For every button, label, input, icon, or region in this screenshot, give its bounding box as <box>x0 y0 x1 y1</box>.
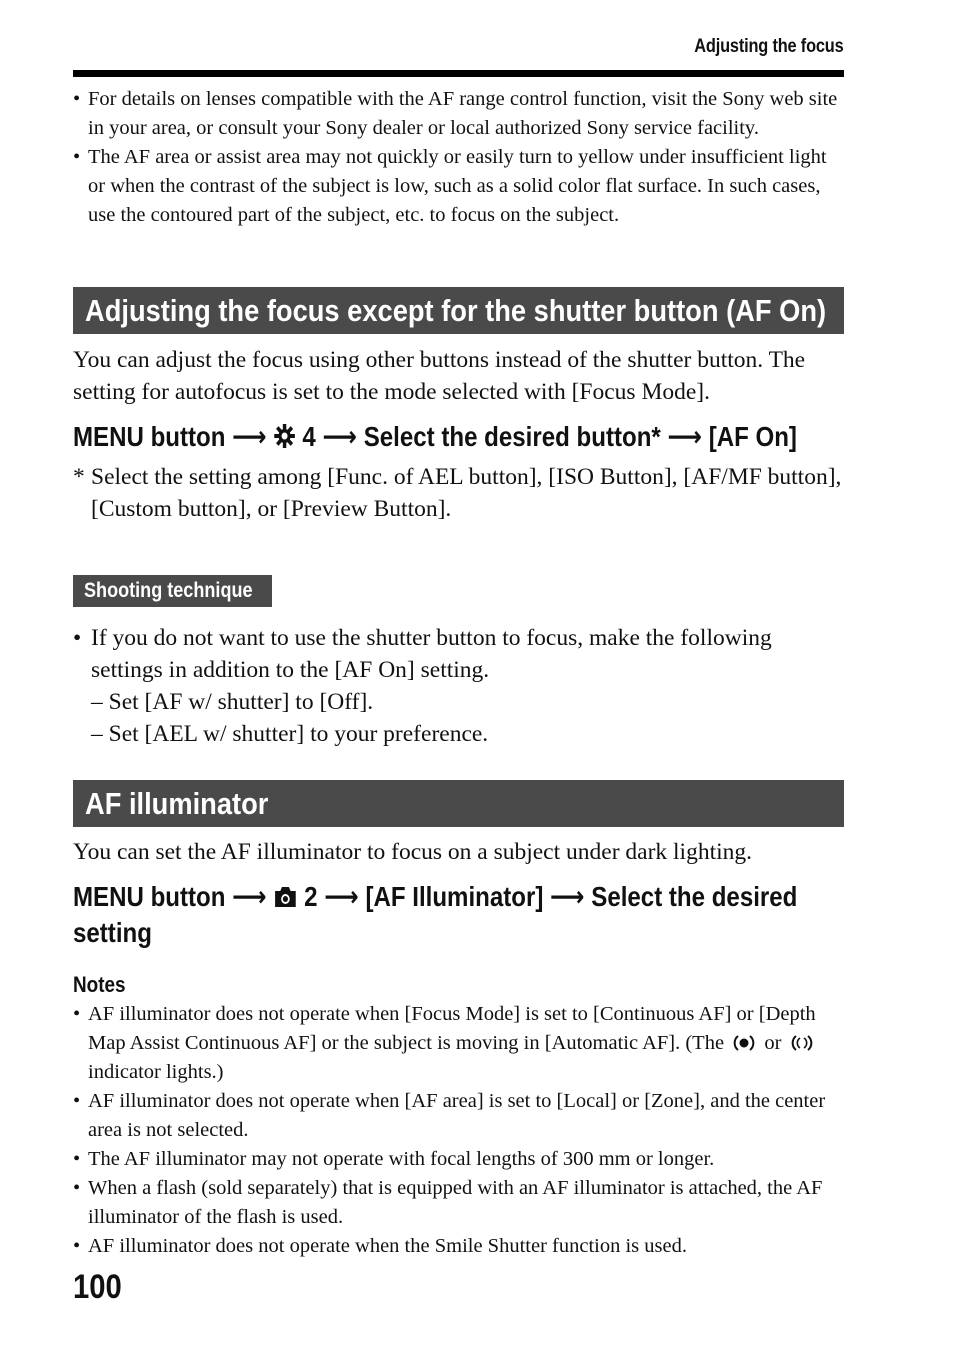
menu-step: Select the desired button* <box>363 421 661 452</box>
menu-button-label: MENU button <box>73 881 226 912</box>
focus-tracking-indicator-icon <box>791 1034 813 1052</box>
af-on-menu-path <box>73 419 915 455</box>
notes-title: Notes <box>73 972 126 997</box>
header-rule <box>73 70 844 77</box>
menu-page-number: 2 <box>304 881 318 912</box>
list-item: • When a flash (sold separately) that is equipped with an AF illuminator is attached, the AF illuminator of the flash is used. <box>73 1174 848 1232</box>
menu-step: Select the desired <box>591 881 798 912</box>
list-item: • AF illuminator does not operate when [Focus Mode] is set to [Continuous AF] or [Depth Map Assist Continuous AF] or the subject is moving in [Automatic AF]. (The or indicator lights.) <box>73 1000 848 1087</box>
arrow-icon: ⟶ <box>667 421 702 452</box>
af-on-footnote <box>73 461 853 525</box>
footnote-text: Select the setting among [Func. of AEL button], [ISO Button], [AF/MF button], [Custom button], or [Preview Button]. <box>91 464 842 522</box>
af-illuminator-intro: You can set the AF illuminator to focus on a subject under dark lighting. <box>73 839 753 865</box>
page-number: 100 <box>73 1268 122 1306</box>
footnote-mark: * <box>73 464 85 490</box>
af-on-intro: You can adjust the focus using other buttons instead of the shutter button. The setting for autofocus is set to the mode selected with [Focus Mode]. <box>73 347 806 405</box>
focus-locked-indicator-icon <box>733 1034 755 1052</box>
section-heading-af-illuminator: AF illuminator <box>73 780 844 827</box>
menu-step: setting <box>73 917 152 948</box>
menu-step: [AF On] <box>708 421 797 452</box>
af-illuminator-menu-path <box>73 879 915 915</box>
arrow-icon: ⟶ <box>232 421 267 452</box>
af-illuminator-menu-path-continued <box>73 915 165 951</box>
list-item: • The AF area or assist area may not quickly or easily turn to yellow under insufficient light or when the contrast of the subject is low, such as a solid color flat surface. In such cases, use the contoured part of the subject, etc. to focus on the subject. <box>73 143 848 230</box>
section-heading-af-on: Adjusting the focus except for the shutter button (AF On) <box>73 287 844 334</box>
sub-item: – Set [AF w/ shutter] to [Off]. <box>91 689 374 715</box>
menu-page-number: 4 <box>302 421 316 452</box>
arrow-icon: ⟶ <box>232 881 267 912</box>
shooting-technique-list <box>73 622 848 750</box>
menu-button-label: MENU button <box>73 421 226 452</box>
arrow-icon: ⟶ <box>322 421 358 452</box>
arrow-icon: ⟶ <box>550 881 585 912</box>
sub-item: – Set [AEL w/ shutter] to your preference. <box>91 721 489 747</box>
list-item: • For details on lenses compatible with the AF range control function, visit the Sony web site in your area, or consult your Sony dealer or local authorized Sony service facility. <box>73 85 848 143</box>
arrow-icon: ⟶ <box>324 881 359 912</box>
top-notes-list <box>73 85 848 230</box>
shooting-technique-label: Shooting technique <box>73 575 272 607</box>
running-header: Adjusting the focus <box>694 36 844 57</box>
list-item: • AF illuminator does not operate when [AF area] is set to [Local] or [Zone], and the center area is not selected. <box>73 1087 848 1145</box>
camera-icon <box>273 885 297 909</box>
menu-step: [AF Illuminator] <box>365 881 544 912</box>
gear-icon <box>273 423 295 449</box>
list-item: • If you do not want to use the shutter button to focus, make the following settings in addition to the [AF On] setting. – Set [AF w/ shutter] to [Off]. – Set [AEL w/ shutter] to your preference. <box>73 622 848 750</box>
notes-list <box>73 1000 848 1261</box>
list-item: • AF illuminator does not operate when the Smile Shutter function is used. <box>73 1232 848 1261</box>
list-item: • The AF illuminator may not operate with focal lengths of 300 mm or longer. <box>73 1145 848 1174</box>
